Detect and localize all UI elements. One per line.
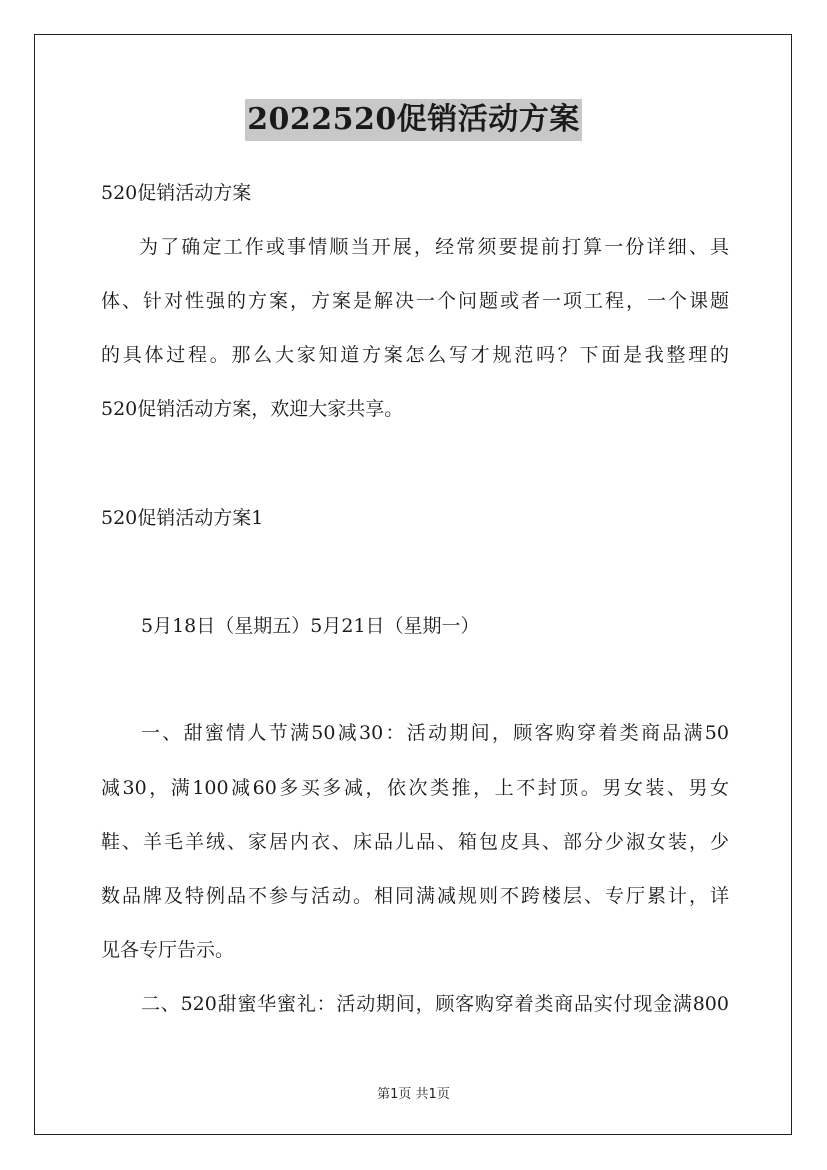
item1-line-3: 鞋、羊毛羊绒、家居内衣、床品儿品、箱包皮具、部分少淑女装，少 (101, 831, 729, 853)
intro-line-3: 的具体过程。那么大家知道方案怎么写才规范吗？下面是我整理的 (101, 344, 729, 366)
intro-line-4: 520促销活动方案，欢迎大家共享。 (101, 398, 404, 420)
title-container (0, 99, 827, 141)
item1-line-2: 减30，满100减60多买多减，依次类推，上不封顶。男女装、男女 (101, 777, 729, 799)
item1-line-5: 见各专厅告示。 (101, 939, 235, 961)
document-title: 2022520促销活动方案 (245, 99, 582, 141)
item2-line-1: 二、520甜蜜华蜜礼：活动期间，顾客购穿着类商品实付现金满800 (141, 993, 729, 1015)
intro-line-1: 为了确定工作或事情顺当开展，经常须要提前打算一份详细、具 (139, 236, 729, 258)
item1-line-4: 数品牌及特例品不参与活动。相同满减规则不跨楼层、专厅累计，详 (101, 885, 729, 907)
intro-line-2: 体、针对性强的方案，方案是解决一个问题或者一项工程，一个课题 (101, 290, 729, 312)
section-heading: 520促销活动方案1 (101, 507, 264, 529)
page-number: 第1页 共1页 (377, 1087, 450, 1102)
page-footer (0, 1083, 827, 1102)
date-line: 5月18日（星期五）5月21日（星期一） (141, 615, 480, 637)
item1-line-1: 一、甜蜜情人节满50减30：活动期间，顾客购穿着类商品满50 (141, 722, 729, 744)
document-subtitle: 520促销活动方案 (101, 182, 252, 204)
